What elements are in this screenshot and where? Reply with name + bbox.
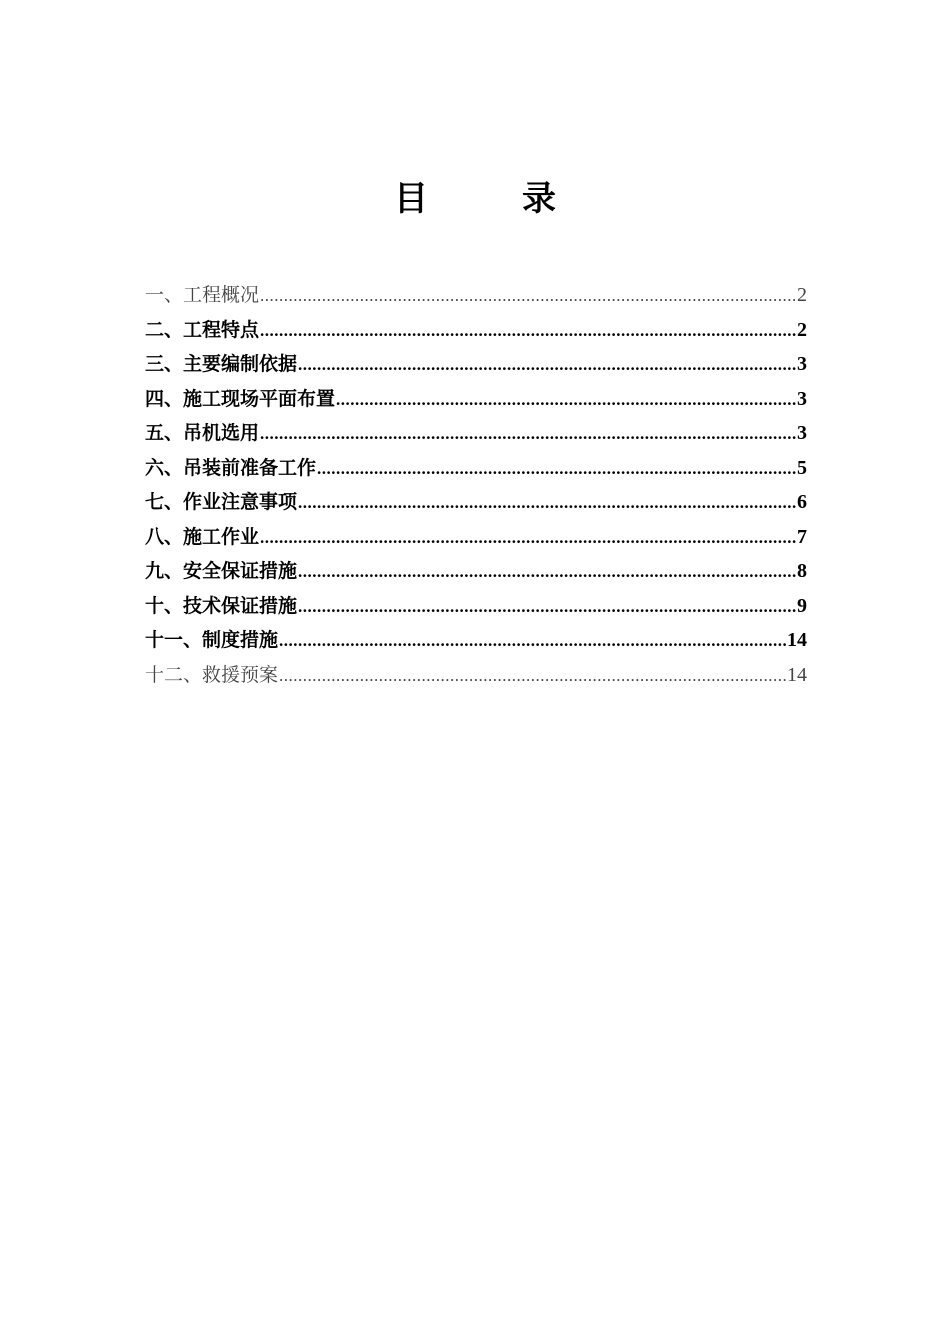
- toc-entry-label: 八、施工作业: [145, 525, 260, 548]
- toc-entry[interactable]: [145, 347, 807, 382]
- toc-dot-leader: [279, 659, 786, 693]
- toc-entry-label: 二、工程特点: [145, 318, 260, 341]
- toc-page-number: 6: [797, 491, 807, 513]
- toc-entry[interactable]: [145, 658, 807, 693]
- toc-dot-leader: [298, 348, 796, 382]
- toc-entry[interactable]: [145, 451, 807, 486]
- toc-page-number: 3: [797, 387, 807, 410]
- toc-page-number: 3: [797, 353, 807, 375]
- toc-page-number: 9: [797, 594, 807, 617]
- toc-dot-leader: [298, 486, 796, 520]
- toc-entry-label: 十二、救援预案: [145, 663, 279, 686]
- toc-page-number: 2: [797, 318, 807, 341]
- toc-dot-leader: [298, 555, 796, 589]
- toc-entry-label: 十、技术保证措施: [145, 594, 298, 617]
- toc-dot-leader: [336, 383, 796, 417]
- toc-dot-leader: [317, 452, 796, 486]
- toc-dot-leader: [260, 279, 796, 313]
- toc-page-number: 5: [797, 456, 807, 479]
- toc-entry-label: 一、工程概况: [145, 284, 260, 306]
- toc-entry[interactable]: [145, 416, 807, 451]
- toc-entry-label: 三、主要编制依据: [145, 353, 298, 375]
- toc-dot-leader: [260, 314, 796, 348]
- toc-dot-leader: [298, 590, 796, 624]
- toc-entry[interactable]: [145, 554, 807, 589]
- page-title: 目 录: [394, 179, 586, 219]
- toc-entry-label: 十一、制度措施: [145, 629, 279, 651]
- toc-entry[interactable]: [145, 520, 807, 555]
- toc-dot-leader: [279, 624, 786, 658]
- toc-entry[interactable]: [145, 589, 807, 624]
- toc-dot-leader: [260, 417, 796, 451]
- toc-page-number: 14: [787, 629, 807, 651]
- toc-page-number: 2: [797, 284, 807, 306]
- toc-page-number: 14: [787, 663, 807, 686]
- toc-entry-label: 五、吊机选用: [145, 422, 260, 444]
- toc-entry-label: 六、吊装前准备工作: [145, 456, 317, 479]
- table-of-contents: [145, 278, 807, 692]
- toc-dot-leader: [260, 521, 796, 555]
- toc-entry-label: 四、施工现场平面布置: [145, 387, 336, 410]
- toc-entry[interactable]: [145, 278, 807, 313]
- toc-entry[interactable]: [145, 623, 807, 658]
- toc-entry-label: 九、安全保证措施: [145, 560, 298, 582]
- toc-page-number: 8: [797, 560, 807, 582]
- toc-page-number: 7: [797, 525, 807, 548]
- toc-entry[interactable]: [145, 382, 807, 417]
- toc-entry[interactable]: [145, 485, 807, 520]
- toc-entry-label: 七、作业注意事项: [145, 491, 298, 513]
- toc-page-number: 3: [797, 422, 807, 444]
- toc-entry[interactable]: [145, 313, 807, 348]
